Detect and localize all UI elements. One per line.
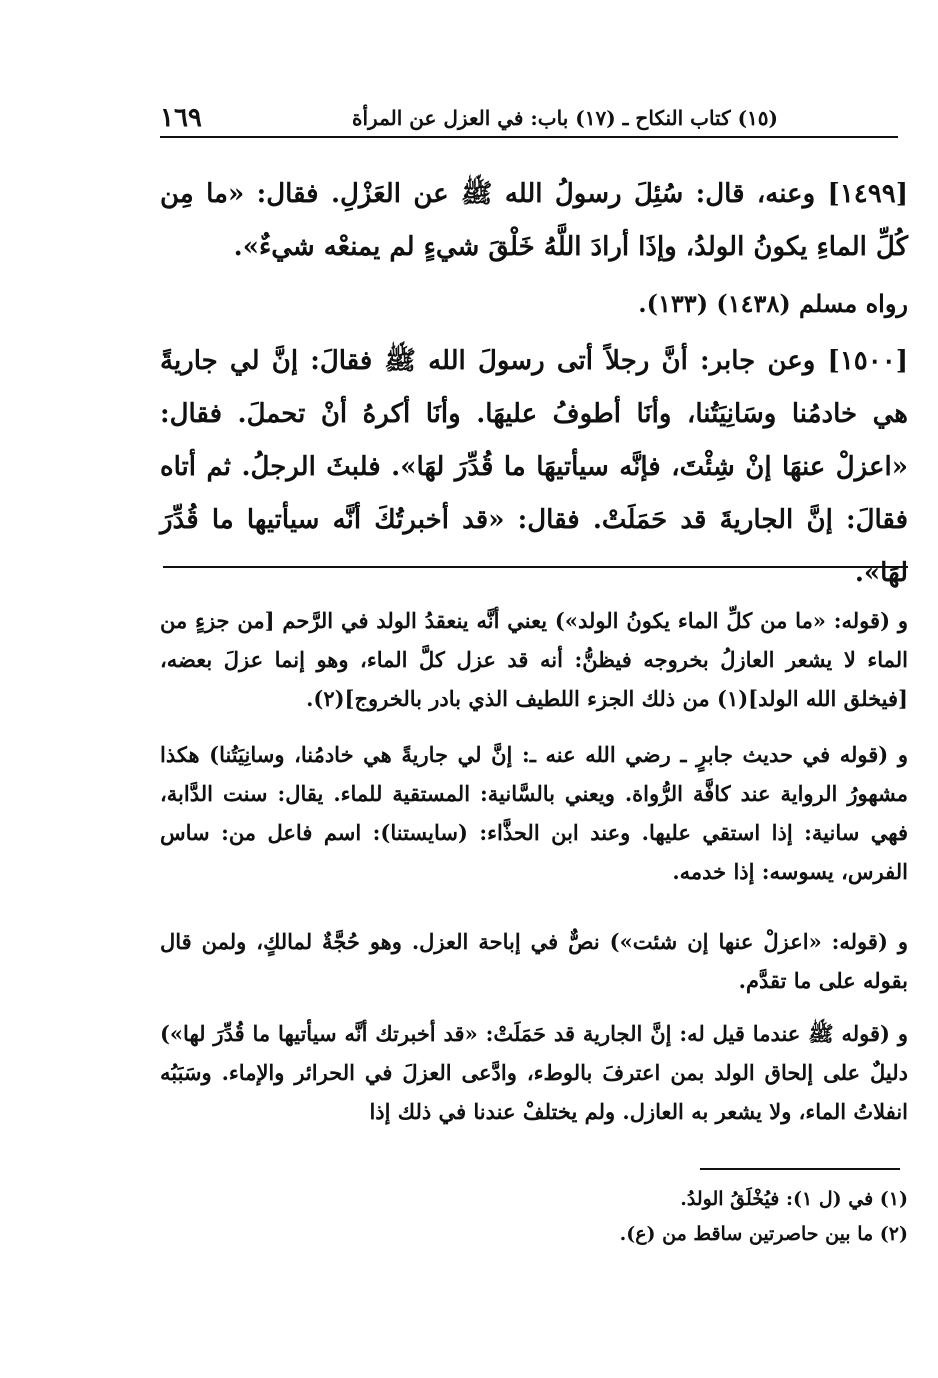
footnote-separator — [700, 1168, 900, 1170]
commentary-text-1: و (قوله: «ما من كلِّ الماء يكونُ الولد») يعني أنَّه ينعقدُ الولد في الرَّحم [من جزءٍ من الماء لا يشعر العازلُ بخروجه فيظنُّ: أنه قد عزل كلَّ الماء، وهو إنما عزلَ بعضه، [فيخلق الله الولد](١) من ذلك الجزء اللطيف الذي بادر بالخروج](٢). — [160, 608, 908, 711]
hadith-1499-text: [١٤٩٩] وعنه، قال: سُئِلَ رسولُ الله ﷺ عن العَزْلِ. فقال: «ما مِن كُلِّ الماءِ يكونُ الولدُ، وإذَا أرادَ اللَّهُ خَلْقَ شيءٍ لم يمنعْه شيءٌ». — [160, 179, 908, 262]
commentary-text-2: و (قوله في حديث جابرٍ ـ رضي الله عنه ـ: إنَّ لي جاريةً هي خادمُنا، وسانِيَتُنا) هكذا مشهورُ الرواية عند كافَّة الرُّواة. ويعني بالسَّانية: المستقية للماء. يقال: سنت الدَّابة، فهي سانية: إذا استقي عليها. وعند ابن الحذَّاء: (سايستنا): اسم فاعل من: ساس الفرس، يسوسه: إذا خدمه. — [160, 742, 908, 884]
commentary-text-3: و (قوله: «اعزلْ عنها إن شئت») نصٌّ في إباحة العزل. وهو حُجَّةٌ لمالكٍ، ولمن قال بقوله على ما تقدَّم. — [160, 929, 908, 993]
commentary-para-1 — [160, 601, 908, 718]
hadith-1500 — [160, 335, 908, 600]
main-separator — [163, 566, 908, 568]
hadith-1499-reference: رواه مسلم (١٤٣٨) (١٣٣). — [638, 289, 908, 318]
hadith-1499-reference-block — [160, 284, 908, 324]
hadith-1499 — [160, 168, 908, 274]
chapter-title: (١٥) كتاب النكاح ـ (١٧) باب: في العزل عن المرأة — [352, 106, 778, 130]
commentary-para-2 — [160, 735, 908, 891]
footnotes — [160, 1182, 908, 1252]
commentary-para-3 — [160, 922, 908, 1000]
footnote-1: (١) في (ل ١): فيُخْلَقُ الولدُ. — [680, 1188, 908, 1210]
footnote-2: (٢) ما بين حاصرتين ساقط من (ع). — [619, 1223, 908, 1245]
commentary-text-4: و (قوله ﷺ عندما قيل له: إنَّ الجارية قد حَمَلَتْ: «قد أخبرتك أنَّه سيأتيها ما قُدِّرَ لها») دليلٌ على إلحاق الولد بمن اعترفَ بالوطء، وادَّعى العزلَ في الحرائر والإماء. وسَبَبُه انفلاتُ الماء، ولا يشعر به العازل. ولم يختلفْ عندنا في ذلك إذا — [160, 1021, 908, 1124]
running-header — [160, 100, 898, 138]
hadith-1500-text: [١٥٠٠] وعن جابر: أنَّ رجلاً أتى رسولَ الله ﷺ فقالَ: إنَّ لي جاريةً هي خادمُنا وسَانِيَتُنا، وأنَا أطوفُ عليهَا. وأنَا أكرهُ أنْ تحملَ. فقال: «اعزلْ عنهَا إنْ شِئْتَ، فإنَّه سيأتيهَا ما قُدِّرَ لهَا». فلبثَ الرجلُ. ثم أتاه فقالَ: إنَّ الجاريةَ قد حَمَلَتْ. فقال: «قد أخبرتُكَ أنَّه سيأتيها ما قُدِّرَ لهَا». — [160, 346, 908, 588]
page-number: ١٦٩ — [160, 103, 202, 133]
commentary-para-4 — [160, 1014, 908, 1131]
